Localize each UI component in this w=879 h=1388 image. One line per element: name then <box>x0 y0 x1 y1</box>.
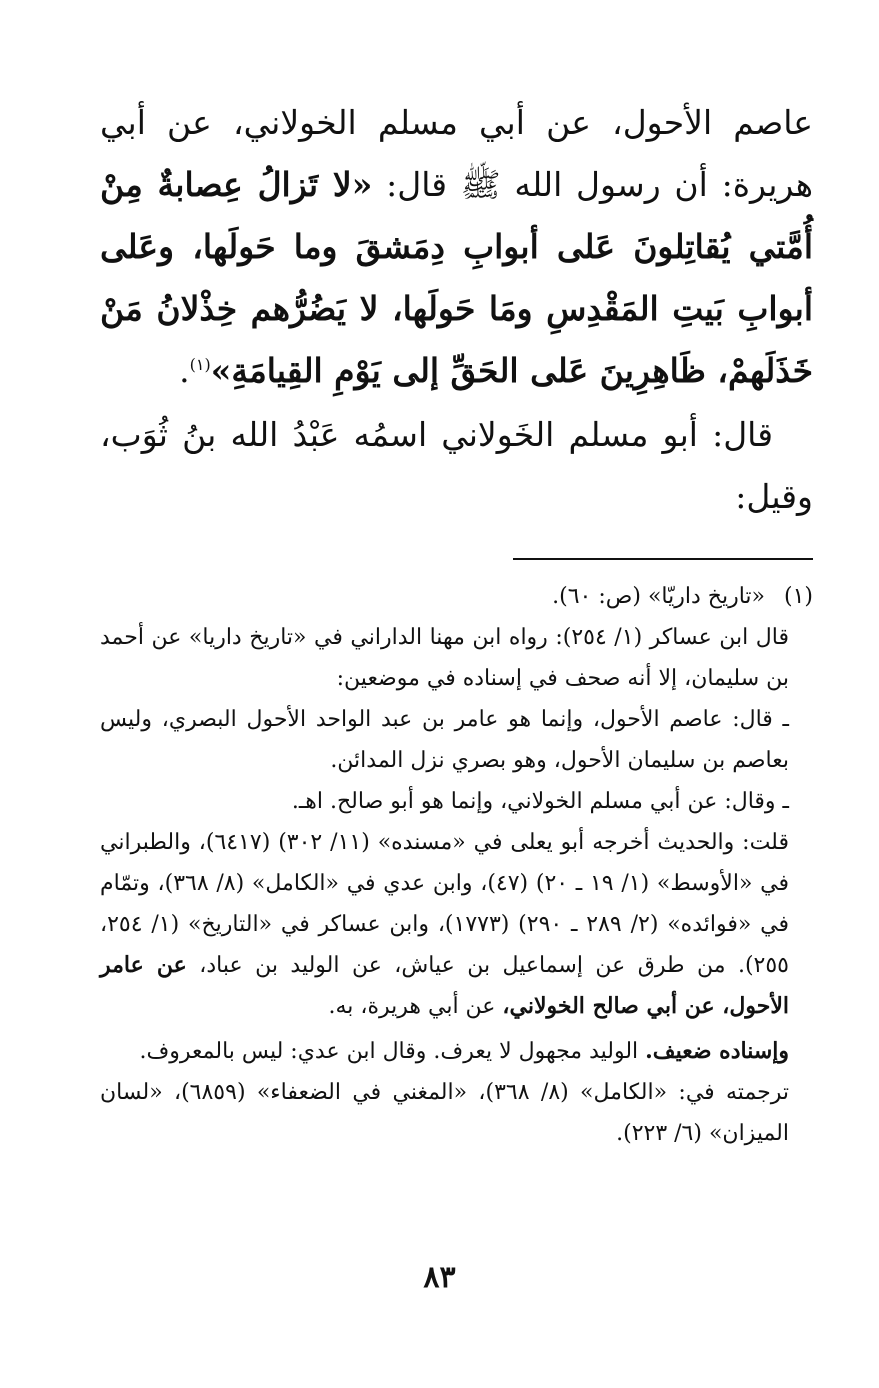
main-text <box>100 92 813 528</box>
footnote-p3-rest: الوليد مجهول لا يعرف. وقال ابن عدي: ليس بالمعروف. <box>139 1039 646 1064</box>
main-paragraph-1 <box>100 92 813 402</box>
footnote-1-source-line <box>100 576 813 617</box>
footnote-p2-end: عن أبي هريرة، به. <box>328 994 503 1019</box>
footnote-reference: (١) <box>189 355 211 374</box>
main-line-2-prefix: رسول الله ﷺ قال: <box>372 165 661 204</box>
hadith-text: «لا تَزالُ عِصابةٌ مِنْ أُمَّتي يُقاتِلونَ عَلى أبوابِ دِمَشقَ وما حَولَها، وعَلى أبوابِ بَيتِ المَقْدِسِ ومَا حَولَها، لا يَضُرُّهم خِذْلانُ مَنْ خَذَلَهمْ، ظَاهِرِينَ عَلى الحَقِّ إلى يَوْمِ القِيامَةِ» <box>100 165 813 390</box>
footnote-number: (١) <box>783 584 813 609</box>
footnote-bullet-2: ـ وقال: عن أبي مسلم الخولاني، وإنما هو أبو صالح. اهـ. <box>291 789 789 814</box>
footnote-paragraph-3 <box>100 1031 813 1072</box>
end-dot: . <box>179 351 190 390</box>
main-paragraph-2: قال: أبو مسلم الخَولاني اسمُه عَبْدُ الله بنُ ثُوَب، وقيل: <box>100 415 813 516</box>
footnote-bullet-1: ـ قال: عاصم الأحول، وإنما هو عامر بن عبد الواحد الأحول البصري، وليس بعاصم بن سليمان الأحول، وهو بصري نزل المدائن. <box>100 707 789 773</box>
footnote-paragraph-1: قال ابن عساكر (١/ ٢٥٤): رواه ابن مهنا الداراني في «تاريخ داريا» عن أحمد بن سليمان، إلا أنه صحف في إسناده في موضعين: <box>100 625 789 691</box>
footnote-paragraph-4: ترجمته في: «الكامل» (٨/ ٣٦٨)، «المغني في الضعفاء» (٦٨٥٩)، «لسان الميزان» (٦/ ٢٢٣). <box>100 1080 790 1146</box>
footnote-p2-start: قلت: والحديث أخرجه أبو يعلى في «مسنده» (١١/ ٣٠٢) (٦٤١٧)، والطبراني في «الأوسط» (١/ ١٩ ـ ٢٠) (٤٧)، وابن عدي في «الكامل» (٨/ ٣٦٨)، وتمّام في «فوائده» (٢/ ٢٨٩ ـ ٢٩٠) (١٧٧٣)، وابن عساكر في «التاريخ» (١/ ٢٥٤، ٢٥٥). من طرق عن إسماعيل بن عياش، عن الوليد بن عباد، <box>100 830 789 978</box>
footnote-p2-bold: عن عامر الأحول، عن أبي صالح الخولاني، <box>100 952 789 1019</box>
footnote-paragraph-2 <box>100 822 813 1027</box>
footnote-p3-bold: وإسناده ضعيف. <box>645 1038 789 1064</box>
book-page <box>100 92 813 1328</box>
footnotes <box>100 576 813 1154</box>
main-line-1: عاصم الأحول، عن أبي مسلم الخولاني، عن أبي هريرة: أن <box>100 103 814 204</box>
page-number: ٨٣ <box>423 1260 456 1295</box>
footnote-source: «تاريخ داريّا» (ص: ٦٠). <box>552 584 765 609</box>
footnote-separator <box>513 558 813 560</box>
